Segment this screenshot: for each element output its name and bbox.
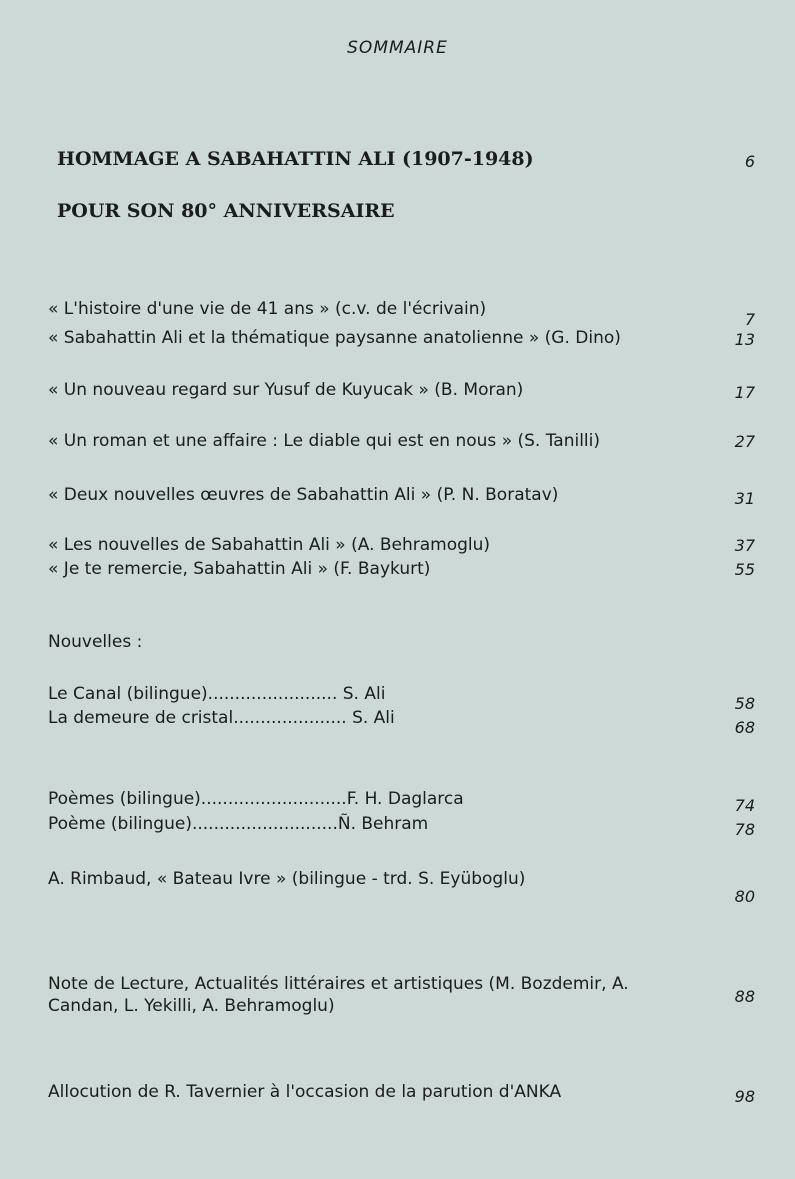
toc-entry: « Un nouveau regard sur Yusuf de Kuyucak » (B. Moran) (48, 380, 524, 400)
toc-entry: « Sabahattin Ali et la thématique paysanne anatolienne » (G. Dino) (48, 328, 621, 348)
page-number: 6 (744, 152, 755, 171)
page-number: 37 (734, 536, 755, 555)
page-number: 78 (734, 820, 755, 839)
page-number: 27 (734, 432, 755, 451)
toc-entry: Poèmes (bilingue)...........................F. H. Daglarca (48, 789, 464, 809)
toc-entry: « L'histoire d'une vie de 41 ans » (c.v. de l'écrivain) (48, 299, 487, 319)
toc-entry: « Les nouvelles de Sabahattin Ali » (A. Behramoglu) (48, 535, 491, 555)
page-number: 55 (734, 560, 755, 579)
toc-entry: A. Rimbaud, « Bateau Ivre » (bilingue - trd. S. Eyüboglu) (48, 869, 526, 889)
page-number: 98 (734, 1087, 755, 1106)
page-number: 88 (734, 987, 755, 1006)
heading-hommage: HOMMAGE A SABAHATTIN ALI (1907-1948) (57, 148, 534, 170)
toc-entry: « Deux nouvelles œuvres de Sabahattin Ali » (P. N. Boratav) (48, 485, 559, 505)
page-number: 31 (734, 489, 755, 508)
toc-entry: La demeure de cristal..................... S. Ali (48, 708, 395, 728)
page-number: 58 (734, 694, 755, 713)
page-number: 80 (734, 887, 755, 906)
toc-entry: Note de Lecture, Actualités littéraires et artistiques (M. Bozdemir, A. Candan, L. Yekilli, A. Behramoglu) (48, 974, 635, 1016)
toc-entry: « Un roman et une affaire : Le diable qui est en nous » (S. Tanilli) (48, 431, 601, 451)
heading-anniversaire: POUR SON 80° ANNIVERSAIRE (57, 200, 395, 222)
toc-entry: « Je te remercie, Sabahattin Ali » (F. Baykurt) (48, 559, 431, 579)
toc-entry: Le Canal (bilingue)........................ S. Ali (48, 684, 386, 704)
toc-entry: Allocution de R. Tavernier à l'occasion de la parution d'ANKA (48, 1082, 562, 1102)
nouvelles-label: Nouvelles : (48, 632, 143, 652)
toc-entry: Poème (bilingue)...........................Ñ. Behram (48, 814, 429, 834)
page-number: 13 (734, 330, 755, 349)
page-number: 7 (744, 310, 755, 329)
page-number: 74 (734, 796, 755, 815)
page-title: SOMMAIRE (347, 38, 448, 58)
page-number: 17 (734, 383, 755, 402)
page-number: 68 (734, 718, 755, 737)
